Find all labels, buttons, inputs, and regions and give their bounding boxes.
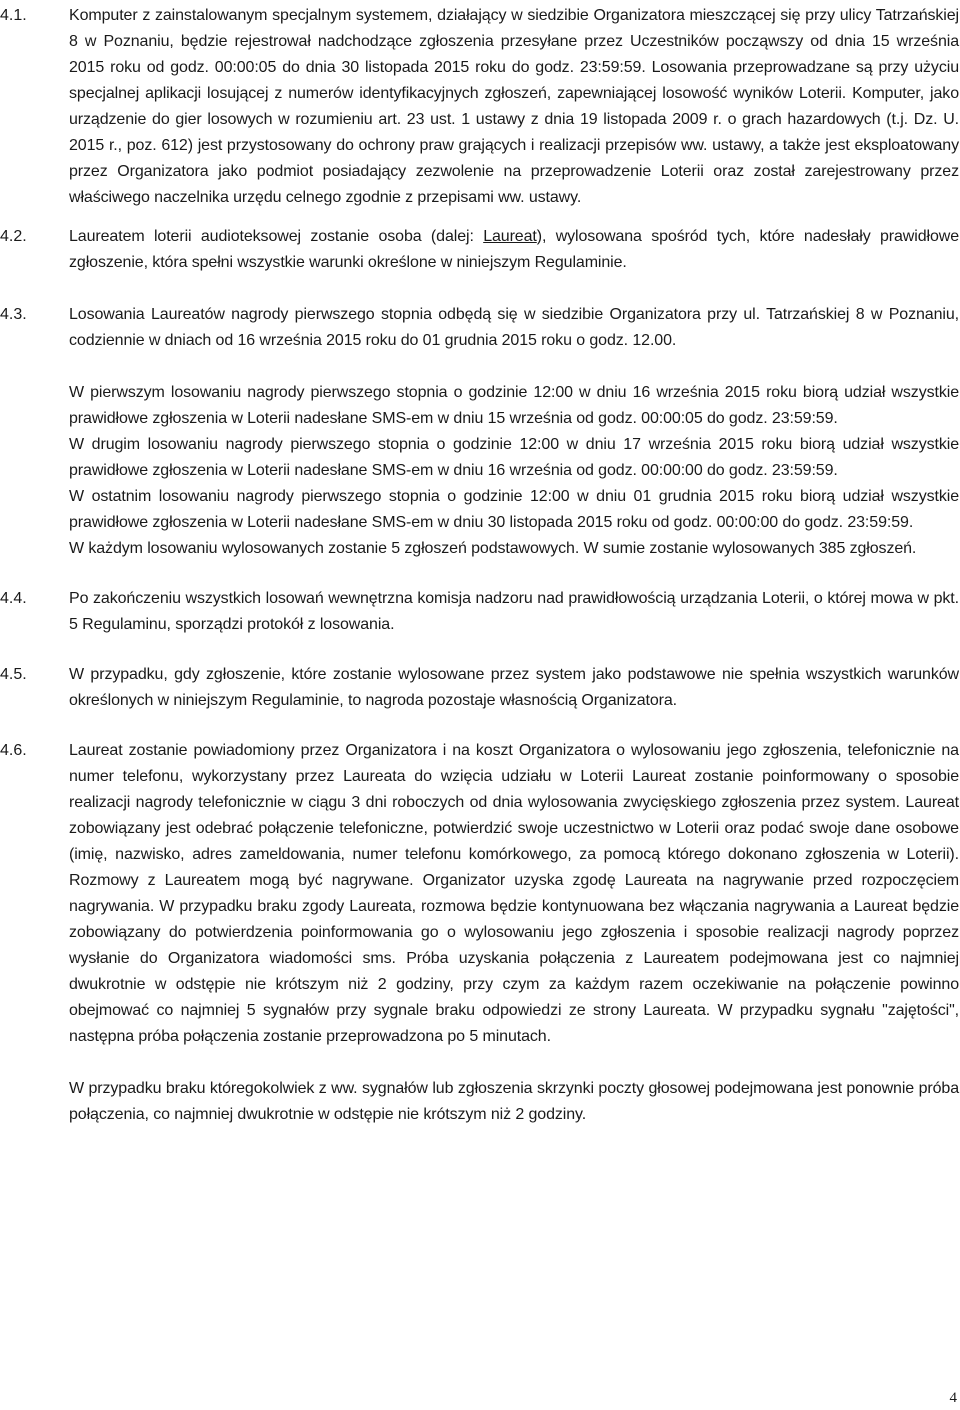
section-body — [69, 586, 959, 638]
defined-term-laureat: Laureat — [483, 228, 537, 245]
paragraph: W każdym losowaniu wylosowanych zostanie 5 zgłoszeń podstawowych. W sumie zostanie wylosowanych 385 zgłoszeń. — [69, 540, 917, 557]
section-body — [69, 662, 959, 714]
section-number: 4.3. — [0, 306, 27, 323]
section-number: 4.5. — [0, 666, 27, 683]
paragraph: W ostatnim losowaniu nagrody pierwszego stopnia o godzinie 12:00 w dniu 01 grudnia 2015 roku biorą udział wszystkie prawidłowe zgłoszenia w Loterii nadesłane SMS-em w dniu 30 listopada 2015 roku od godz. 00:00:00 do godz. 23:59:59. — [69, 488, 959, 531]
section-4-6 — [0, 738, 960, 1128]
section-body — [69, 738, 959, 1128]
paragraph: W przypadku braku któregokolwiek z ww. sygnałów lub zgłoszenia skrzynki poczty głosowej podejmowana jest ponownie próba połączenia, co najmniej dwukrotnie w odstępie nie krótszym niż 2 godziny. — [69, 1080, 959, 1123]
section-number: 4.1. — [0, 7, 27, 24]
paragraph: Losowania Laureatów nagrody pierwszego stopnia odbędą się w siedzibie Organizatora przy ul. Tatrzańskiej 8 w Poznaniu, codziennie w dniach od 16 września 2015 roku do 01 grudnia 2015 roku o godz. 12.00. — [69, 306, 959, 349]
section-body — [69, 224, 959, 276]
paragraph-outro: ), wylosowana spośród tych, które nadesłały prawidłowe zgłoszenie, która spełni wszystkie warunki określone w niniejszym Regulaminie. — [69, 228, 959, 271]
paragraph: Laureat zostanie powiadomiony przez Organizatora i na koszt Organizatora o wylosowaniu jego zgłoszenia, telefonicznie na numer telefonu, wykorzystany przez Laureata do wzięcia udziału w Loterii Laureat zostanie poinformowany o sposobie realizacji nagrody telefonicznie w ciągu 3 dni roboczych od dnia wylosowania zwycięskiego zgłoszenia przez system. Laureat zobowiązany jest odebrać połączenie telefoniczne, potwierdzić swoje uczestnictwo w Loterii oraz podać swoje dane osobowe (imię, nazwisko, adres zameldowania, numer telefonu komórkowego, za pomocą którego dokonano zgłoszenia w Loterii). Rozmowy z Laureatem mogą być nagrywane. Organizator uzyska zgodę Laureata na nagrywanie przed rozpoczęciem nagrywania. W przypadku braku zgody Laureata, rozmowa będzie kontynuowana bez włączania nagrywania a Laureat będzie zobowiązany do potwierdzenia poinformowania go o wylosowaniu jego zgłoszenia i sposobie realizacji nagrody poprzez wysłanie do Organizatora wiadomości sms. Próba uzyskania połączenia z Laureatem podejmowana jest co najmniej dwukrotnie w odstępie nie krótszym niż 2 godziny, przy czym za każdym razem oczekiwanie na połączenie powinno obejmować co najmniej 5 sygnałów przy sygnale braku odpowiedzi ze strony Laureata. W przypadku sygnału "zajętości", następna próba połączenia zostanie przeprowadzona po 5 minutach. — [69, 742, 959, 1045]
section-4-1 — [0, 3, 960, 211]
section-4-2 — [0, 224, 960, 276]
paragraph: Komputer z zainstalowanym specjalnym systemem, działający w siedzibie Organizatora mieszczącej się przy ulicy Tatrzańskiej 8 w Poznaniu, będzie rejestrował nadchodzące zgłoszenia przesyłane przez Uczestników począwszy od dnia 15 września 2015 roku od godz. 00:00:05 do dnia 30 listopada 2015 roku do godz. 23:59:59. Losowania przeprowadzane są przy użyciu specjalnej aplikacji losującej z numerów identyfikacyjnych zgłoszeń, zapewniającej losowość wyników Loterii. Komputer, jako urządzenie do gier losowych w rozumieniu art. 23 ust. 1 ustawy z dnia 19 listopada 2009 r. o grach hazardowych (t.j. Dz. U. 2015 r., poz. 612) jest przystosowany do ochrony praw grających i realizacji przepisów ww. ustawy, a także jest eksploatowany przez Organizatora jako podmiot posiadający zezwolenie na przeprowadzenie Loterii oraz został zarejestrowany przez właściwego naczelnika urzędu celnego zgodnie z przepisami ww. ustawy. — [69, 7, 959, 206]
section-body — [69, 302, 959, 562]
paragraph: Po zakończeniu wszystkich losowań wewnętrzna komisja nadzoru nad prawidłowością urządzania Loterii, o której mowa w pkt. 5 Regulaminu, sporządzi protokół z losowania. — [69, 590, 959, 633]
document-page — [0, 3, 960, 1128]
section-number: 4.4. — [0, 590, 27, 607]
section-number: 4.2. — [0, 228, 27, 245]
paragraph: W pierwszym losowaniu nagrody pierwszego stopnia o godzinie 12:00 w dniu 16 września 2015 roku biorą udział wszystkie prawidłowe zgłoszenia w Loterii nadesłane SMS-em w dniu 15 września od godz. 00:00:05 do godz. 23:59:59. — [69, 384, 959, 427]
section-number: 4.6. — [0, 742, 27, 759]
paragraph: W przypadku, gdy zgłoszenie, które zostanie wylosowane przez system jako podstawowe nie spełnia wszystkich warunków określonych w niniejszym Regulaminie, to nagroda pozostaje własnością Organizatora. — [69, 666, 959, 709]
section-4-5 — [0, 662, 960, 714]
paragraph — [69, 224, 959, 276]
paragraph: W drugim losowaniu nagrody pierwszego stopnia o godzinie 12:00 w dniu 17 września 2015 roku biorą udział wszystkie prawidłowe zgłoszenia w Loterii nadesłane SMS-em w dniu 16 września od godz. 00:00:00 do godz. 23:59:59. — [69, 436, 959, 479]
section-4-3 — [0, 302, 960, 562]
paragraph-intro: Laureatem loterii audioteksowej zostanie osoba (dalej: — [69, 228, 484, 245]
section-4-4 — [0, 586, 960, 638]
page-number: 4 — [949, 1390, 957, 1406]
section-body — [69, 3, 959, 211]
